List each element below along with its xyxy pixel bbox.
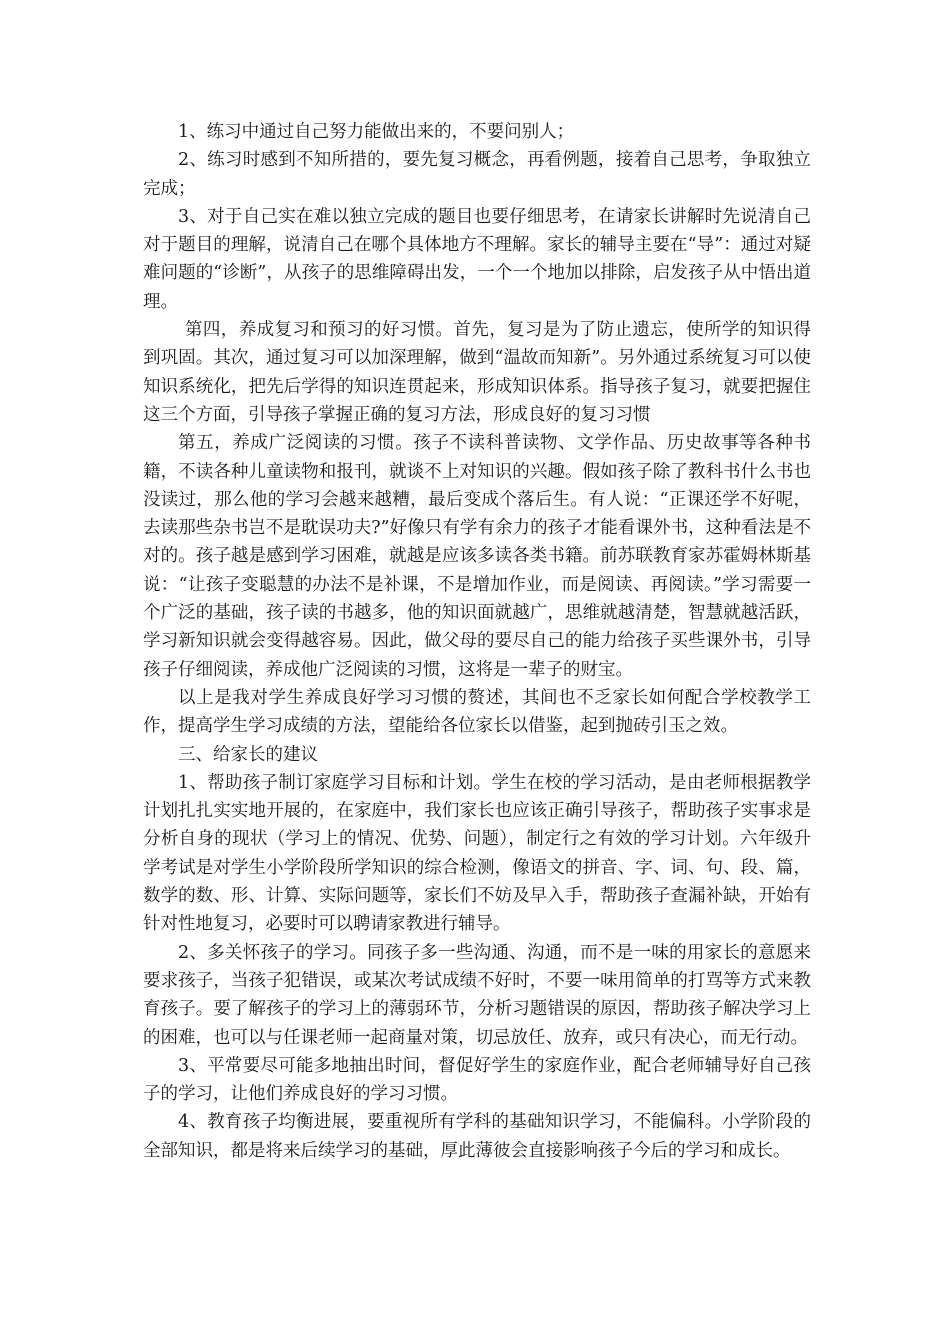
paragraph-advice-4: 4、教育孩子均衡进展，要重视所有学科的基础知识学习，不能偏科。小学阶段的全部知识，都是将来后续学习的基础，厚此薄彼会直接影响孩子今后的学习和成长。 (143, 1112, 811, 1161)
paragraph-advice-1: 1、帮助孩子制订家庭学习目标和计划。学生在校的学习活动，是由老师根据教学计划扎扎实实地开展的，在家庭中，我们家长也应该正确引导孩子，帮助孩子实事求是分析自身的现状（学习上的情况、优势、问题），制定行之有效的学习计划。六年级升学考试是对学生小学阶段所学知识的综合检测，像语文的拼音、字、词、句、段、篇，数学的数、形、计算、实际问题等，家长们不妨及早入手，帮助孩子查漏补缺，开始有针对性地复习，必要时可以聘请家教进行辅导。 (143, 772, 811, 935)
paragraph-summary: 以上是我对学生养成良好学习习惯的赘述，其间也不乏家长如何配合学校教学工作，提高学生学习成绩的方法，望能给各位家长以借鉴，起到抛砖引玉之效。 (143, 687, 811, 737)
paragraph-practice-1: 1、练习中通过自己努力能做出来的，不要问别人； (178, 122, 575, 142)
paragraph-reading-habit: 第五，养成广泛阅读的习惯。孩子不读科普读物、文学作品、历史故事等各种书籍，不读各种儿童读物和报刊，就谈不上对知识的兴趣。假如孩子除了教科书什么书也没读过，那么他的学习会越来越糟，最后变成个落后生。有人说：“正课还学不好呢，去读那些杂书岂不是耽误功夫?”好像只有学有余力的孩子才能看课外书，这种看法是不对的。孩子越是感到学习困难，就越是应该多读各类书籍。前苏联教育家苏霍姆林斯基说：“让孩子变聪慧的办法不是补课，不是增加作业，而是阅读、再阅读。”学习需要一个广泛的基础，孩子读的书越多，他的知识面就越广，思维就越清楚，智慧就越活跃，学习新知识就会变得越容易。因此，做父母的要尽自己的能力给孩子买些课外书，引导孩子仔细阅读，养成他广泛阅读的习惯，这将是一辈子的财宝。 (143, 433, 811, 680)
paragraph-advice-3: 3、平常要尽可能多地抽出时间，督促好学生的家庭作业，配合老师辅导好自己孩子的学习，让他们养成良好的学习习惯。 (143, 1055, 811, 1105)
paragraph-practice-2: 2、练习时感到不知所措的，要先复习概念，再看例题，接着自己思考，争取独立完成； (143, 150, 811, 199)
paragraph-review-habit: 第四，养成复习和预习的好习惯。首先，复习是为了防止遗忘，使所学的知识得到巩固。其次，通过复习可以加深理解，做到“温故而知新”。另外通过系统复习可以使知识系统化，把先后学得的知识连贯起来，形成知识体系。指导孩子复习，就要把握住这三个方面，引导孩子掌握正确的复习方法，形成良好的复习习惯 (143, 320, 811, 425)
paragraph-advice-2: 2、多关怀孩子的学习。同孩子多一些沟通、沟通，而不是一味的用家长的意愿来要求孩子，当孩子犯错误，或某次考试成绩不好时，不要一味用简单的打骂等方式来教育孩子。要了解孩子的学习上的薄弱环节，分析习题错误的原因，帮助孩子解决学习上的困难，也可以与任课老师一起商量对策，切忌放任、放弃，或只有决心，而无行动。 (143, 942, 811, 1048)
document-body (143, 118, 811, 1165)
paragraph-practice-3: 3、对于自己实在难以独立完成的题目也要仔细思考，在请家长讲解时先说清自己对于题目的理解，说清自己在哪个具体地方不理解。家长的辅导主要在“导”：通过对疑难问题的“诊断”，从孩子的思维障碍出发，一个一个地加以排除，启发孩子从中悟出道理。 (143, 206, 811, 312)
section-heading-parent-advice: 三、给家长的建议 (178, 744, 318, 765)
